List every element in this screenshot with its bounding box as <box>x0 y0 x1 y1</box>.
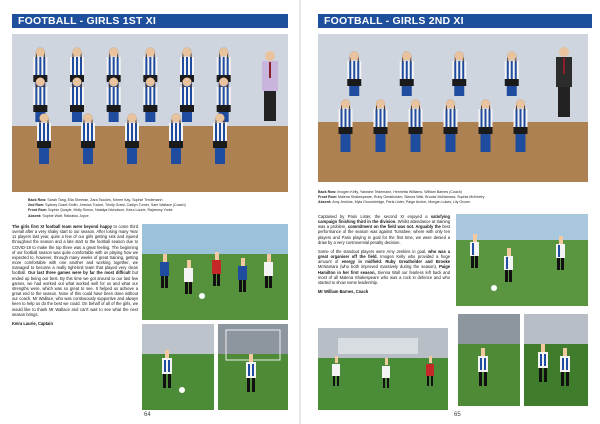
team-photo-2nd-xi <box>318 34 588 182</box>
match-photo-large <box>142 224 288 320</box>
report-text-run: Imogen Kelly who provided a huge amount of <box>318 254 450 265</box>
match-photo-illustration <box>458 314 520 406</box>
page-number: 65 <box>454 412 461 418</box>
page-banner-title: FOOTBALL - GIRLS 2ND XI <box>318 14 592 28</box>
team-photo-illustration <box>12 34 288 192</box>
report-text-bold: commitment on the field was not. Arguably the <box>347 224 441 230</box>
caption-front-row: Sophie Quayle, Molly Simon, Natalya Nicholson, Keira Laurie, Rajammy Yorke <box>47 208 173 213</box>
match-photo-bottom-1 <box>318 328 448 410</box>
report-text-run: but ended up being our best. By this time we got around to our last few games, we had worked out what worked well for us and what our strengths were, which was so great to see. It helped us achieve a great end to the season. None of this could have been done without our coach, Mr Wallace, who was continuously supportive and always keen to help us do the best we could. On behalf of all of the girls, we would like to thank Mr Wallace and can't wait to see what the next season brings. <box>12 270 138 317</box>
photo-captions <box>28 198 290 219</box>
caption-label: Front Row: <box>318 195 337 200</box>
caption-back-row: Imogen Kelly, Yasmine Tedemann, Henrietta Williams, William Barnes (Coach) <box>337 190 462 194</box>
report-text <box>318 214 450 294</box>
caption-absent: Sophie Watt, Rabiatou Joyce <box>42 213 89 218</box>
report-text-run: best performance of the season was against Turrabee, where with only ten players and Paris playing in goal for the first time, we were denied a draw by a very controversial penalty decision. <box>318 224 450 245</box>
report-text-bold: energy in midfield. Ruby Greatholder and Brooke <box>341 259 450 265</box>
photo-captions <box>318 190 588 206</box>
report-text-run: Some of the standout players were Amy Jenkins in goal, <box>318 248 429 254</box>
caption-label: Back Row: <box>28 198 47 202</box>
match-photo-large <box>456 214 588 306</box>
report-text-bold: who was a great organiser off the field. <box>318 248 450 260</box>
caption-front-row: Malena Shakespeare, Ruby Greatholder, Sienna Wall, Brooke McNamara, Sophia McKeefry <box>337 195 485 200</box>
match-photo-illustration <box>524 314 588 406</box>
report-text-bold: The girls first XI football team were beyond happy <box>12 224 113 229</box>
page-banner-title: FOOTBALL - GIRLS 1ST XI <box>12 14 288 28</box>
report-text-bold: Our last three games were by far the most difficult <box>28 270 131 276</box>
page-number: 64 <box>144 412 151 418</box>
match-photo-bottom-3 <box>524 314 588 406</box>
report-text-run: Captained by Paris Lister, the second XI enjoyed a <box>318 214 431 219</box>
right-page <box>304 6 596 420</box>
coach-figure <box>262 51 278 121</box>
caption-label: Absent: <box>318 200 332 205</box>
report-text-run: McNamara (who both improved massively during the season), <box>318 264 440 270</box>
match-photo-illustration <box>218 324 288 410</box>
page-spine <box>299 0 301 424</box>
report-signoff: Keira Laurie, Captain <box>12 320 53 326</box>
report-text-bold: satisfying campaign finishing third in the division. <box>318 214 450 225</box>
caption-back-row: Sarah Tang, Ella Sheeran, Zara Tsoules, Kirnee Kay, Sophie Tredemann <box>47 198 163 202</box>
caption-absent: Amy Jenkins, Myla Groombridge, Paris Lister, Paige Archer, Morgan Lukes, Lily Groom <box>332 200 471 205</box>
caption-label: 2nd Row: <box>28 203 45 208</box>
match-photo-illustration <box>142 324 214 410</box>
report-text-bold: Paige Hamilton in her first season, <box>318 264 450 275</box>
caption-label: Absent: <box>28 213 42 218</box>
caption-second-row: Sydney Grant-Smith, Jessica Tucker, Trinity Grant, Caitlyn Turner, Sam Wallace (Coach) <box>45 203 186 208</box>
report-signoff: Mr William Barnes, Coach <box>318 289 369 295</box>
team-photo-1st-xi <box>12 34 288 192</box>
match-photo-illustration <box>318 328 448 410</box>
report-text-run: Whilst attendance at training was a problem, <box>318 219 450 230</box>
match-photo-illustration <box>142 224 288 320</box>
report-text-run: Sienna Wall our fearless left back and most of all Malena Shakespeare who was a rock in defence and who started to show some leadership. <box>318 269 450 285</box>
report-text-run: to come third overall after a very shaky start to our season. After losing many Year 11 players last year, quite a few of our girls getting sick and injured throughout the season and a late start to the football season due to COVID-19 to make the top three was a great feeling. The beginning of our football season was quite comfortable with us playing how we expected to, however, through many weeks of great training, getting more comfortable with one another and working together, we managed to become a really tight-knit team that played very clean football. <box>12 224 138 276</box>
match-photo-small-2 <box>218 324 288 410</box>
caption-label: Front Row: <box>28 208 47 213</box>
caption-label: Back Row: <box>318 190 337 194</box>
left-page <box>4 6 296 420</box>
report-text <box>12 224 138 326</box>
match-photo-illustration <box>456 214 588 306</box>
match-photo-small-1 <box>142 324 214 410</box>
team-photo-illustration <box>318 34 588 182</box>
coach-figure <box>556 47 572 117</box>
match-photo-bottom-2 <box>458 314 520 406</box>
